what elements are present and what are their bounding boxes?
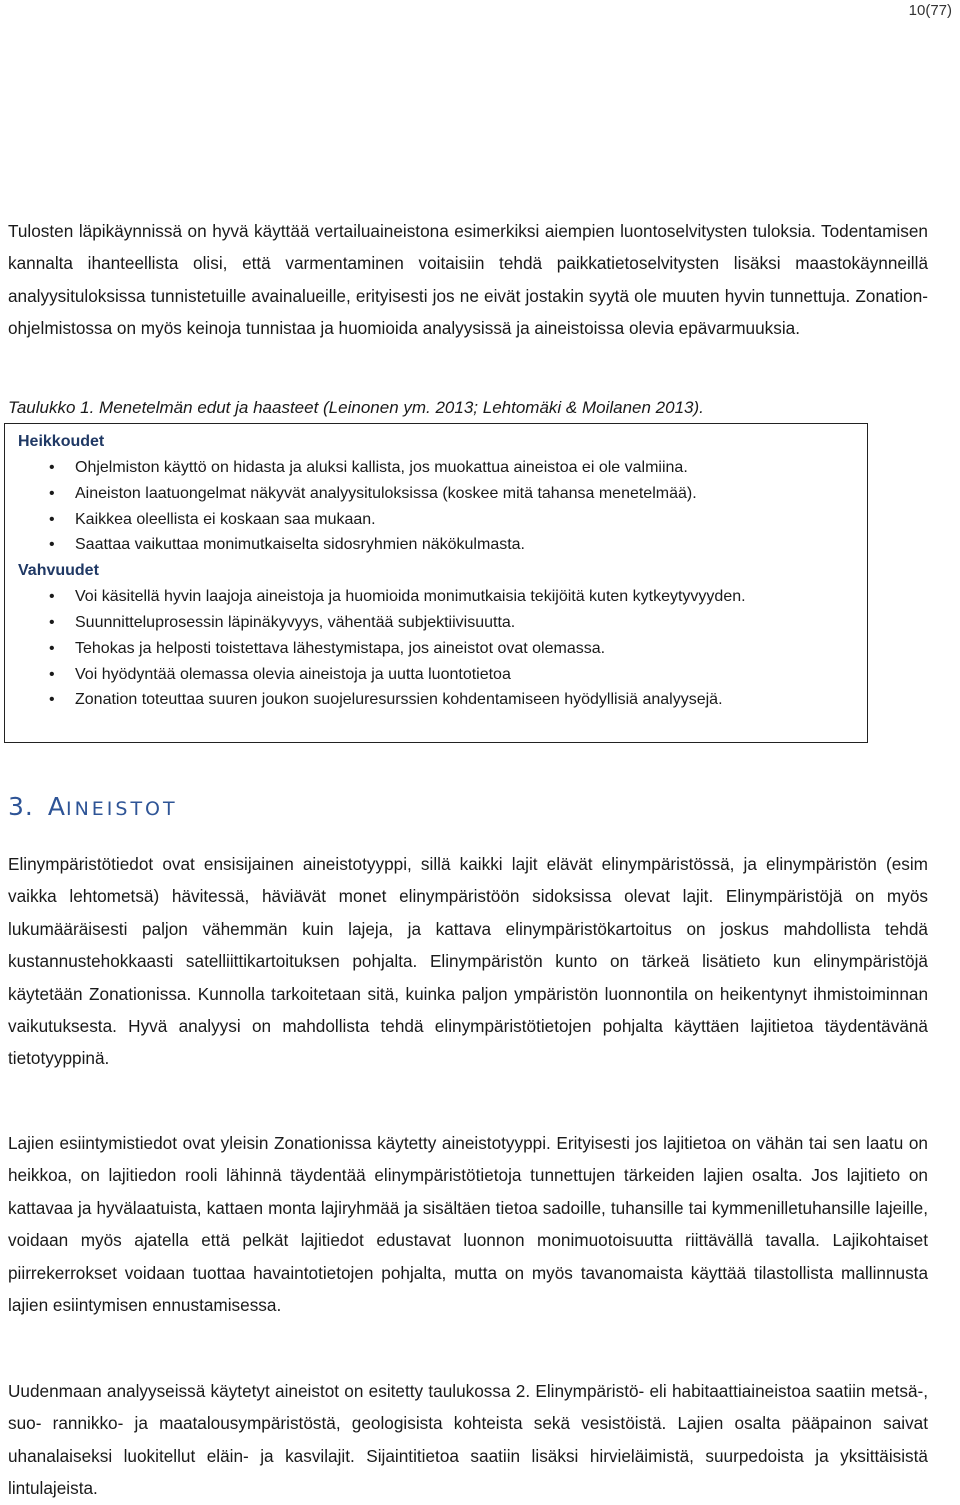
list-item [18,455,865,481]
list-item [18,584,775,610]
section-number: 3. [8,792,34,821]
bullet-icon: • [49,613,55,631]
section-title-rest: INEISTOT [65,798,178,820]
list-item-text: Ohjelmiston käyttö on hidasta ja aluksi kallista, jos muokattua aineistoa ei ole valmiina. [75,459,688,476]
intro-paragraph: Tulosten läpikäynnissä on hyvä käyttää vertailuaineistona esimerkiksi aiempien luontoselvitysten tuloksia. Todentamisen kannalta ihanteellista olisi, että varmentaminen voitaisiin tehdä paikkatietoselvitysten lisäksi maastokäynneillä analyysituloksissa tunnistetuille avainalueille, erityisesti jos ne eivät jostakin syytä ole muuten hyvin tunnettuja. Zonation-ohjelmistossa on myös keinoja tunnistaa ja huomioida analyysissä ja aineistoissa olevia epävarmuuksia. [8,221,928,339]
list-item [18,662,865,688]
strengths-heading: Vahvuudet [18,562,99,580]
bullet-icon: • [49,665,55,683]
list-item-text: Voi käsitellä hyvin laajoja aineistoja ja huomioida monimutkaisia tekijöitä kuten kytkeytyvyyden. [75,588,746,606]
bullet-icon: • [49,588,55,606]
bullet-icon: • [49,639,55,657]
list-item [18,481,865,507]
bullet-icon: • [49,459,55,476]
weaknesses-heading: Heikkoudet [18,433,105,450]
bullet-icon: • [49,484,55,502]
list-item [18,610,865,636]
bullet-icon: • [49,536,55,554]
list-item [18,507,865,533]
bullet-icon: • [49,691,55,709]
list-item [18,636,865,662]
strengths-list [18,584,867,713]
table-caption: Taulukko 1. Menetelmän edut ja haasteet (Leinonen ym. 2013; Lehtomäki & Moilanen 2013). [8,398,704,417]
bullet-icon: • [49,510,55,528]
section-heading [8,792,178,821]
body-paragraph: Uudenmaan analyyseissä käytetyt aineistot on esitetty taulukossa 2. Elinympäristö- eli habitaattiaineistoa saatiin metsä-, suo- rannikko- ja maatalousympäristöstä, geologisista kohteista sekä vesistöistä. Lajien osalta pääpainon saivat uhanalaiseksi luokitellut eläin- ja kasvilajit. Sijaintitietoa saatiin lisäksi hirvieläimistä, suurpedoista ja yksittäisistä lintulajeista. [8,1381,928,1499]
list-item-text: Aineiston laatuongelmat näkyvät analyysituloksissa (koskee mitä tahansa menetelmää). [75,484,697,502]
list-item-text: Saattaa vaikuttaa monimutkaiselta sidosryhmien näkökulmasta. [75,536,525,554]
methods-table [4,423,868,743]
page-number: 10(77) [908,2,952,19]
section-title-initial: A [47,792,66,821]
list-item-text: Suunnitteluprosessin läpinäkyvyys, vähentää subjektiivisuutta. [75,613,516,631]
weaknesses-list [18,455,867,558]
list-item-text: Kaikkea oleellista ei koskaan saa mukaan. [75,510,376,528]
list-item-text: Zonation toteuttaa suuren joukon suojeluresurssien kohdentamiseen hyödyllisiä analyysejä. [75,691,723,709]
body-paragraph: Elinympäristötiedot ovat ensisijainen aineistotyyppi, sillä kaikki lajit elävät elinympäristössä, ja elinympäristön (esim vaikka lehtometsä) hävitessä, häviävät monet elinympäristöön sidoksissa olevat lajit. Elinympäristöjä on myös lukumääräisesti paljon vähemmän kuin lajeja, ja kattava elinympäristökartoitus on joskus mahdollista tehdä kustannustehokkaasti satelliittikartoituksen pohjalta. Elinympäristön kunto on tärkeä lisätieto kun elinympäristöjä käytetään Zonationissa. Kunnolla tarkoitetaan sitä, kuinka paljon ympäristön luonnontila on heikentynyt ihmistoiminnan vaikutuksesta. Hyvä analyysi on mahdollista tehdä elinympäristötietojen pohjalta käyttäen lajitietoa täydentävänä tietotyyppinä. [8,854,928,1069]
body-paragraph: Lajien esiintymistiedot ovat yleisin Zonationissa käytetty aineistotyyppi. Erityisesti jos lajitietoa on vähän tai sen laatu on heikkoa, on lajitiedon rooli lähinnä täydentää elinympäristötietoja tunnettujen tärkeiden lajien osalta. Jos lajitieto on kattavaa ja hyvälaatuista, kattaen monta lajiryhmää ja sisältäen tietoa sadoille, tuhansille tai kymmenilletuhansille lajeille, voidaan myös ajatella että pelkät lajitiedot edustavat luonnon monimuotoisuutta riittävällä tavalla. Lajikohtaiset piirrekerrokset voidaan tuottaa havaintotietojen pohjalta, mutta on myös tavanomaista käyttää tilastollista mallinnusta lajien esiintymisen ennustamisessa. [8,1133,928,1316]
list-item-text: Tehokas ja helposti toistettava lähestymistapa, jos aineistot ovat olemassa. [75,639,606,657]
list-item [18,687,865,713]
list-item [18,532,865,558]
list-item-text: Voi hyödyntää olemassa olevia aineistoja ja uutta luontotietoa [75,665,511,683]
